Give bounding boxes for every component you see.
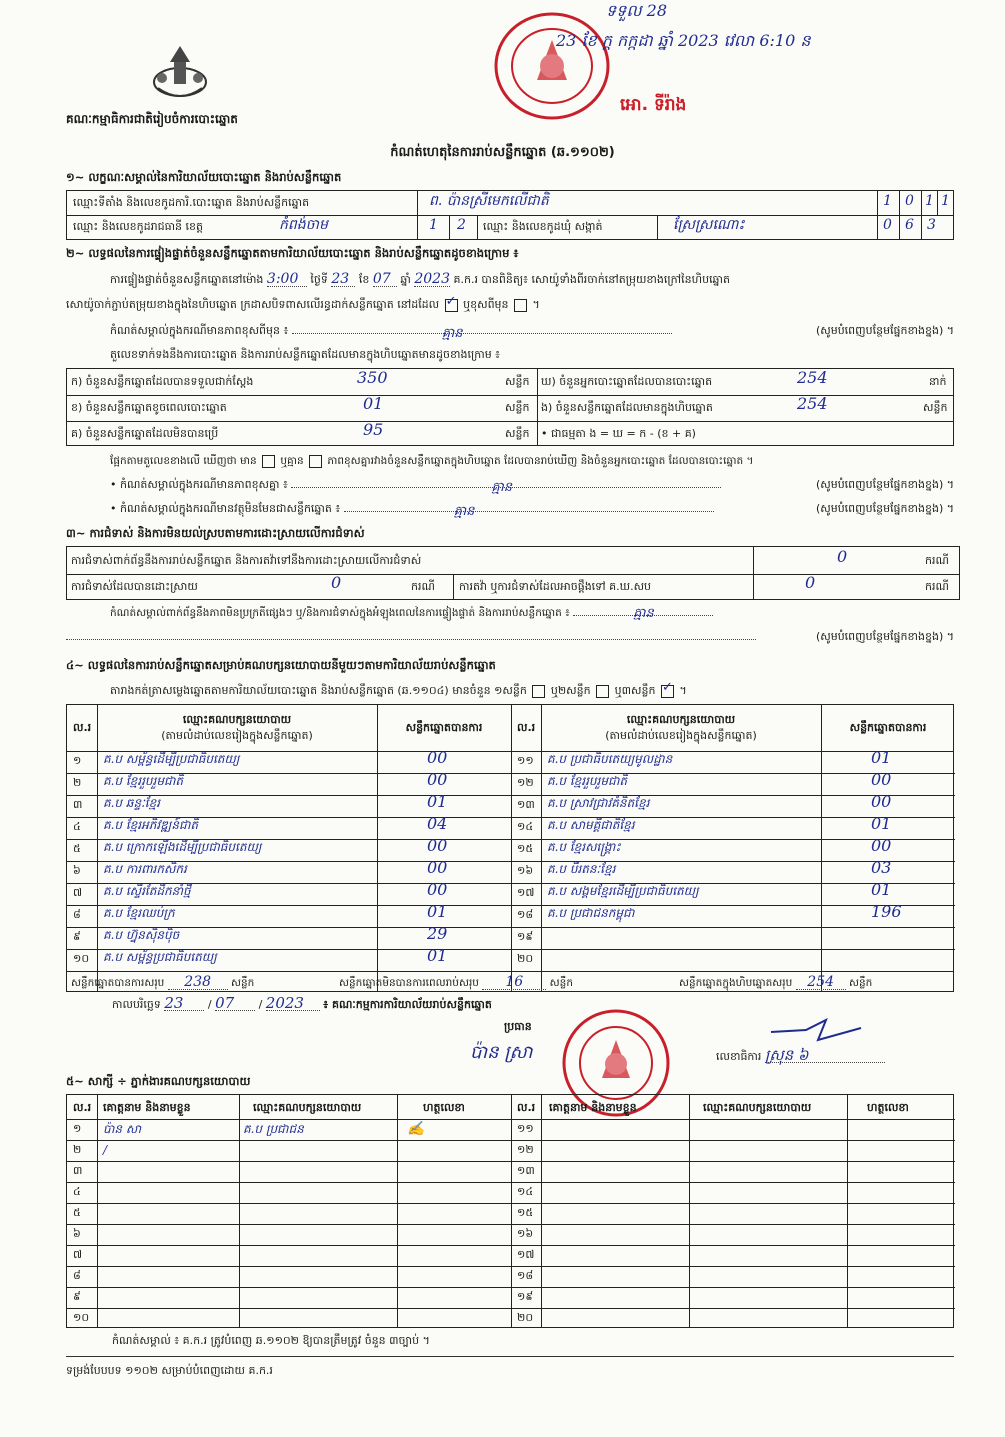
chair-label: ប្រធាន (504, 1020, 532, 1033)
row-divider (67, 927, 955, 928)
party-votes: 00 (871, 792, 892, 811)
party-votes: 00 (871, 770, 892, 789)
objection-unit: ករណី (925, 554, 949, 567)
party-row-number: ១៥ (517, 842, 534, 855)
party-name: គ.ប ខ្មែរអភិវឌ្ឍន៍ជាតិ (103, 818, 198, 832)
location-code-1: 1 (883, 193, 892, 209)
witness-row-number: ៦ (73, 1227, 81, 1240)
witness-row-number: ៣ (73, 1164, 83, 1177)
party-votes: 01 (427, 902, 448, 921)
fig-d-unit: នាក់ (929, 375, 947, 388)
location-label: ឈ្មោះទីតាំង និងលេខកូដការិ.បោះឆ្នោត និងរាប់សន្លឹកឆ្នោត (73, 196, 310, 209)
three-sheets-label: ឬ៣សន្លឹក (614, 684, 656, 697)
province-value: កំពង់ចាម (279, 217, 328, 233)
party-name: គ.ប ក្រោកឡើងដើម្បីប្រជាធិបតេយ្យ (103, 840, 262, 854)
row-divider (67, 773, 955, 774)
col-party-left: ឈ្មោះគណបក្សនយោបាយ (182, 713, 292, 726)
party-votes: 01 (871, 880, 892, 899)
bullet1-field (291, 480, 721, 495)
party-row-number: ១២ (517, 776, 534, 789)
fill-hint-2: (សូមបំពេញបន្ថែមផ្នែកខាងខ្នង) ។ (815, 478, 954, 491)
party-row-number: ៦ (73, 864, 81, 877)
fig-a-value: 350 (357, 368, 388, 387)
col-party-sub-left: (តាមលំដាប់លេខរៀងក្នុងសន្លឹកឆ្នោត) (161, 729, 313, 742)
total-valid-unit: សន្លឹក (231, 977, 255, 989)
bullet1-label: • កំណត់សម្គាល់ក្នុងករណីមានភាពខុសគ្នា ៖ (110, 478, 288, 491)
bullet1-hand: គ្មាន (491, 480, 512, 495)
witness-row-number-right: ១៥ (517, 1206, 534, 1219)
w-col-party-right: ឈ្មោះគណបក្សនយោបាយ (703, 1101, 812, 1114)
section4-title: ៤~ លទ្ធផលនៃការរាប់សន្លឹកឆ្នោតសម្រាប់គណបក្សនយោបាយនីមួយៗតាមការិយាល័យរាប់សន្លឹកឆ្នោត (66, 658, 496, 672)
party-row-number: ១៧ (517, 886, 535, 899)
location-code-4: 1 (941, 193, 950, 209)
party-row-number: ១៦ (517, 864, 534, 877)
party-votes: 01 (871, 814, 892, 833)
witness-row-divider (67, 1224, 955, 1225)
secretary-signature: ស្រុន ៦ (765, 1048, 885, 1063)
tally-sheet-text: តារាងកត់ត្រាសម្លេងឆ្នោតតាមការិយាល័យបោះឆ្នោត និងរាប់សន្លឹកឆ្នោត (ឆ.១១០៤) មានចំនួន ១សន្លឹក (110, 684, 527, 697)
date-line: កាលបរិច្ឆេទ 23 / 07 / 2023 ៖ គណៈកម្មការការិយាល័យរាប់សន្លឹកឆ្នោត (112, 994, 492, 1012)
section2-title: ២~ លទ្ធផលនៃការផ្ទៀងផ្ទាត់ចំនួនសន្លឹកឆ្នោតតាមការិយាល័យបោះឆ្នោត និងរាប់សន្លឹកឆ្នោតដូចខាងក្រោម ៖ (66, 246, 519, 260)
party-votes: 29 (427, 924, 448, 943)
party-name: គ.ប បីរតនៈខ្មែរ (547, 862, 616, 876)
document-title: កំណត់ហេតុនៃការរាប់សន្លឹកឆ្នោត (ឆ.១១០២) (390, 145, 615, 160)
row-divider (67, 817, 955, 818)
copies-note: កំណត់សម្គាល់ ៖ គ.ក.រ ត្រូវបំពេញ ឆ.១១០២ ឱ្យបានត្រឹមត្រូវ ចំនួន ៣ច្បាប់ ។ (112, 1334, 430, 1347)
discrepancy-text: ភាពខុសគ្នារវាងចំនួនសន្លឹកឆ្នោតក្នុងហិបឆ្នោត ដែលបានរាប់ឃើញ និងចំនួនអ្នកបោះឆ្នោត ដែលបានបោះឆ្នោត ។ (327, 455, 754, 467)
fill-hint-3: (សូមបំពេញបន្ថែមផ្នែកខាងខ្នង) ។ (815, 502, 954, 515)
row-divider (67, 861, 955, 862)
fig-c-label: គ) ចំនួនសន្លឹកឆ្នោតដែលមិនបានប្រើ (71, 427, 219, 440)
verification-month: 07 (373, 272, 397, 287)
national-emblem-icon (150, 42, 210, 106)
party-row-number: ១៤ (517, 820, 534, 833)
witness-party: គ.ប ប្រជាជន (243, 1122, 304, 1136)
party-name: គ.ប សាមគ្គីជាតិខ្មែរ (547, 818, 635, 832)
bullet2-label: • កំណត់សម្គាល់ក្នុងករណីមានវត្ថុមិនមែនជាសន្លឹកឆ្នោត ៖ (110, 502, 341, 515)
witness-row-number: ១០ (73, 1311, 90, 1324)
fig-c-value: 95 (363, 420, 384, 439)
w-col-no-left: ល.រ (73, 1101, 92, 1114)
irregularity-fill-line (66, 630, 954, 644)
witness-table (66, 1094, 954, 1328)
secretary-signature-mark-icon (766, 1014, 866, 1044)
row-divider (67, 883, 955, 884)
total-box-label: សន្លឹកឆ្នោតក្នុងហិបឆ្នោតសរុប (679, 977, 793, 989)
difference-note-hand: គ្មាន (441, 326, 463, 341)
witness-row-divider (67, 1203, 955, 1204)
fig-b-label: ខ) ចំនួនសន្លឹកឆ្នោតខូចពេលបោះឆ្នោត (71, 401, 227, 414)
hand-received-number: ទទួល 28 (606, 1, 667, 20)
party-name: គ.ប ខ្មែរឈប់ក្រ (103, 906, 175, 920)
bullet2-field (344, 504, 714, 519)
party-name: គ.ប ឆន្ទៈខ្មែរ (103, 796, 160, 810)
witness-row-number-right: ១៧ (517, 1248, 535, 1261)
party-votes: 04 (427, 814, 448, 833)
appeal-label: ការតវ៉ា ឬការជំទាស់ដែលអាចផ្ដឹងទៅ គ.ឃ.សប (459, 580, 652, 593)
witness-name: / (103, 1143, 108, 1157)
discrepancy-has-label: ផ្អែកតាមតួលេខខាងលើ ឃើញថា មាន (110, 455, 257, 467)
party-name: គ.ប ការពារកសិករ (103, 862, 187, 876)
fig-e-value: 254 (797, 394, 828, 413)
seal-status-line: សោយ៉ូចាក់ភ្ជាប់តម្រុយខាងក្នុងនៃហិបឆ្នោត ក្រដាសបិទពាសលើរន្ធដាក់សន្លឹកឆ្នោត នៅដដែល ✓ ឬខុសពីមុន ។ (66, 298, 540, 312)
month-label: ខែ (358, 273, 370, 286)
party-name: គ.ប ខ្មែរសង្គ្រោះ (547, 840, 621, 854)
section3-title: ៣~ ការជំទាស់ និងការមិនយល់ស្របតាមការដោះស្រាយលើការជំទាស់ (66, 526, 365, 540)
resolved-unit: ករណី (411, 580, 435, 593)
date-day: 23 (164, 996, 204, 1011)
witness-row-divider (67, 1308, 955, 1309)
irregularity-note-hand: គ្មាន (633, 606, 654, 621)
party-row-number: ៨ (73, 908, 81, 921)
fig-c-unit: សន្លឹក (505, 427, 530, 440)
discrepancy-line (110, 454, 753, 468)
changed-checkbox[interactable] (514, 299, 527, 312)
party-name: គ.ប ស្រាវជ្រាវគំនិតខ្មែរ (547, 796, 650, 810)
party-votes: 196 (871, 902, 902, 921)
location-value: ព. ប៉ានស្រីមេកលើជាតិ (429, 193, 549, 209)
province-label: ឈ្មោះ និងលេខកូដរាជធានី ខេត្ត (73, 220, 203, 233)
total-invalid-label: សន្លឹកឆ្នោតមិនបានការពេលរាប់សរុប (339, 977, 479, 989)
witness-row-number-right: ១៩ (517, 1290, 534, 1303)
difference-note-field (292, 326, 672, 341)
total-valid-label: សន្លឹកឆ្នោតបានការសរុប (71, 977, 165, 989)
commune-value: ស្រែស្រណោះ (673, 217, 745, 233)
appeal-unit: ករណី (925, 580, 949, 593)
party-votes: 01 (427, 946, 448, 965)
total-box-value: 254 (796, 975, 846, 990)
figures-table (66, 368, 954, 446)
witness-row-number: ៩ (73, 1290, 81, 1303)
commune-code-2: 6 (905, 217, 914, 233)
witness-row-number-right: ១៦ (517, 1227, 534, 1240)
party-name: គ.ប សម្ព័ន្ធដើម្បីប្រជាធិបតេយ្យ (103, 752, 240, 766)
col-party-right: ឈ្មោះគណបក្សនយោបាយ (626, 713, 736, 726)
witness-row-number-right: ១៨ (517, 1269, 534, 1282)
location-code-2: 0 (905, 193, 914, 209)
witness-row-number: ៨ (73, 1269, 81, 1282)
witness-row-number-right: ១២ (517, 1143, 534, 1156)
committee-label: ៖ គណៈកម្មការការិយាល័យរាប់សន្លឹកឆ្នោត (323, 998, 492, 1011)
fill-hint-4: (សូមបំពេញបន្ថែមផ្នែកខាងខ្នង) ។ (815, 630, 954, 643)
party-row-number: ១១ (517, 754, 534, 767)
party-votes: 00 (427, 748, 448, 767)
total-valid-line (71, 975, 254, 990)
verification-time-label: ការផ្ទៀងផ្ទាត់ចំនួនសន្លឹកឆ្នោតនៅម៉ោង (110, 273, 264, 286)
year-label: ឆ្នាំ (400, 273, 411, 286)
witness-row-number-right: ១១ (517, 1122, 534, 1135)
w-col-party-left: ឈ្មោះគណបក្សនយោបាយ (253, 1101, 362, 1114)
party-votes: 00 (427, 880, 448, 899)
party-name: គ.ប ប្រជាជនកម្ពុជា (547, 906, 635, 920)
party-row-number: ២ (73, 776, 82, 789)
total-box-unit: សន្លឹក (849, 977, 873, 989)
w-col-name-left: គោត្តនាម និងនាមខ្លួន (103, 1101, 191, 1114)
party-votes: 00 (427, 770, 448, 789)
commune-label: ឈ្មោះ និងលេខកូដឃុំ សង្កាត់ (483, 220, 603, 233)
row-divider (67, 905, 955, 906)
party-name: គ.ប ខ្មែររួបរួមជាតិ (103, 774, 183, 788)
province-code-2: 2 (457, 217, 466, 233)
irregularity-note-field (573, 606, 713, 621)
party-row-number: ៩ (73, 930, 81, 943)
witness-signature: ✍ (407, 1121, 425, 1137)
day-label: ថ្ងៃទី (310, 273, 328, 286)
witness-row-divider (67, 1161, 955, 1162)
party-name: គ.ប ហ្វ៊ុនស៊ិនប៉ិច (103, 928, 180, 942)
date-month: 07 (215, 996, 255, 1011)
party-row-number: ៣ (73, 798, 83, 811)
party-row-number: ១៣ (517, 798, 535, 811)
difference-note-label: កំណត់សម្គាល់ក្នុងករណីមានភាពខុសពីមុន ៖ (110, 324, 289, 337)
section5-title: ៥~ សាក្សី ÷ ភ្នាក់ងារគណបក្សនយោបាយ (66, 1074, 251, 1088)
verification-year: 2023 (414, 271, 450, 287)
witness-row-number-right: ២០ (517, 1311, 534, 1324)
irregularity-note-line (110, 606, 713, 620)
org-name: គណៈកម្មាធិការជាតិរៀបចំការបោះឆ្នោត (66, 112, 238, 126)
difference-note-line (110, 324, 954, 341)
resolved-label: ការជំទាស់ដែលបានដោះស្រាយ (71, 580, 198, 593)
col-party-sub-right: (តាមលំដាប់លេខរៀងក្នុងសន្លឹកឆ្នោត) (605, 729, 757, 742)
date-year: 2023 (266, 996, 320, 1011)
fig-b-unit: សន្លឹក (505, 401, 530, 414)
two-sheets-checkbox[interactable] (596, 685, 609, 698)
total-valid-value: 238 (168, 975, 228, 990)
footer-divider (66, 1356, 954, 1357)
fig-b-value: 01 (363, 394, 384, 413)
party-row-number: ១៨ (517, 908, 534, 921)
witness-row-number-right: ១៣ (517, 1164, 535, 1177)
date-label: កាលបរិច្ឆេទ (112, 998, 161, 1011)
party-row-number: ១០ (73, 952, 90, 965)
two-sheets-label: ឬ២សន្លឹក (550, 684, 591, 697)
col-votes-left: សន្លឹកឆ្នោតបានការ (405, 721, 483, 734)
hand-received-date: 23 ខែ ក្ដ កក្កដា ឆ្នាំ 2023 វេលា 6:10 ន (556, 31, 811, 50)
party-votes: 00 (427, 836, 448, 855)
w-col-name-right: គោត្តនាម និងនាមខ្លួន (549, 1101, 637, 1114)
witness-rows (67, 1119, 955, 1329)
party-row-number: ៧ (73, 886, 83, 899)
form-footer: ទម្រង់បែបបទ ១១០២ សម្រាប់បំពេញដោយ គ.ក.រ (66, 1364, 273, 1377)
changed-label: ឬខុសពីមុន (463, 298, 509, 311)
objection-value: 0 (837, 547, 848, 566)
formula-note: • ជាធម្មតា ង = ឃ = ក - (ខ + គ) (541, 427, 696, 440)
total-invalid-line (339, 975, 573, 990)
party-votes: 01 (871, 748, 892, 767)
verification-text: គ.ក.រ បានពិនិត្យ៖ សោយ៉ូទាំងពីរចាក់នៅតម្រុយខាងក្រៅនៃហិបឆ្នោត (453, 273, 731, 286)
fig-a-label: ក) ចំនួនសន្លឹកឆ្នោតដែលបានទទួលជាក់ស្ដែង (71, 375, 254, 388)
w-col-sign-right: ហត្ថលេខា (867, 1101, 909, 1114)
hand-receiver-name: អោ. ទីរ៉ាង (620, 95, 687, 115)
commune-code-3: 3 (927, 217, 936, 233)
results-table (66, 704, 954, 992)
total-invalid-value: 16 (482, 975, 546, 990)
col-no-left: ល.រ (73, 721, 92, 734)
verification-line (110, 272, 730, 287)
verification-day: 23 (331, 272, 355, 287)
bullet2-hand: គ្មាន (453, 504, 475, 519)
secretary-line (716, 1048, 885, 1064)
discrepancy-no-label: ឬគ្មាន (280, 455, 304, 467)
col-votes-right: សន្លឹកឆ្នោតបានការ (849, 721, 927, 734)
location-code-3: 1 (925, 193, 934, 209)
party-row-number: ៥ (73, 842, 81, 855)
discrepancy-no-checkbox[interactable] (309, 455, 322, 468)
fig-e-label: ង) ចំនួនសន្លឹកឆ្នោតដែលមានក្នុងហិបឆ្នោត (541, 401, 713, 414)
seal-status-text: សោយ៉ូចាក់ភ្ជាប់តម្រុយខាងក្នុងនៃហិបឆ្នោត ក្រដាសបិទពាសលើរន្ធដាក់សន្លឹកឆ្នោត នៅដដែល (66, 298, 440, 311)
party-row-number: ៤ (73, 820, 81, 833)
witness-row-divider (67, 1182, 955, 1183)
col-no-right: ល.រ (517, 721, 536, 734)
figures-intro: តួលេខទាក់ទងនឹងការបោះឆ្នោត និងការរាប់សន្លឹកឆ្នោតដែលមានក្នុងហិបឆ្នោតមានដូចខាងក្រោម ៖ (110, 348, 501, 361)
witness-name: ប៉ាន សា (103, 1122, 142, 1136)
irregularity-note-label: កំណត់សម្គាល់ពាក់ព័ន្ធនឹងភាពមិនប្រក្រតីផ្សេងៗ ឬ/និងការជំទាស់ក្នុងអំឡុងពេលនៃការផ្ទៀងផ្ទាត់ និងការរាប់សន្លឹកឆ្នោត ៖ (110, 607, 570, 619)
section1-title: ១~ លក្ខណៈសម្គាល់នៃការិយាល័យបោះឆ្នោត និងរាប់សន្លឹកឆ្នោត (66, 170, 342, 184)
w-col-sign-left: ហត្ថលេខា (423, 1101, 465, 1114)
fig-d-value: 254 (797, 368, 828, 387)
party-votes: 03 (871, 858, 892, 877)
fill-hint-1: (សូមបំពេញបន្ថែមផ្នែកខាងខ្នង) ។ (815, 324, 954, 337)
witness-row-divider (67, 1266, 955, 1267)
results-rows (67, 748, 955, 971)
witness-row-number: ៥ (73, 1206, 81, 1219)
witness-row-number: ២ (73, 1143, 82, 1156)
bullet1-line (110, 478, 954, 495)
fig-d-label: ឃ) ចំនួនអ្នកបោះឆ្នោតដែលបានបោះឆ្នោត (541, 375, 713, 388)
discrepancy-yes-checkbox[interactable] (262, 455, 275, 468)
row-divider (67, 795, 955, 796)
party-row-number: ១ (73, 754, 82, 767)
party-name: គ.ប ខ្មែររួបរួមជាតិ (547, 774, 627, 788)
irregularity-extra-field (66, 639, 756, 640)
witness-row-number: ៤ (73, 1185, 81, 1198)
witness-row-number: ១ (73, 1122, 82, 1135)
tally-sheet-line: តារាងកត់ត្រាសម្លេងឆ្នោតតាមការិយាល័យបោះឆ្នោត និងរាប់សន្លឹកឆ្នោត (ឆ.១១០៤) មានចំនួន ១សន្លឹក ឬ២សន្លឹក ឬ៣សន្លឹក ✓ ។ (110, 684, 687, 698)
official-seal-icon (492, 10, 612, 122)
section1-table (66, 190, 954, 240)
commune-code-1: 0 (883, 217, 892, 233)
total-invalid-unit: សន្លឹក (549, 977, 573, 989)
party-name: គ.ប សម្ព័ន្ធប្រជាធិបតេយ្យ (103, 950, 217, 964)
province-code-1: 1 (429, 217, 438, 233)
party-votes: 01 (427, 792, 448, 811)
party-name: គ.ប ប្រជាធិបតេយ្យមូលដ្ឋាន (547, 752, 673, 766)
witness-row-number-right: ១៤ (517, 1185, 534, 1198)
party-name: គ.ប ស្ទើរតែដឹកនាំថ្មី (103, 884, 191, 898)
objection-label: ការជំទាស់ពាក់ព័ន្ធនឹងការរាប់សន្លឹកឆ្នោត និងការតវ៉ាទៅនឹងការដោះស្រាយលើការជំទាស់ (71, 554, 422, 567)
bullet2-line (110, 502, 954, 519)
w-col-no-right: ល.រ (517, 1101, 536, 1114)
witness-row-divider (67, 1140, 955, 1141)
fig-a-unit: សន្លឹក (505, 375, 530, 388)
party-name: គ.ប សង្គមខ្មែរដើម្បីប្រជាធិបតេយ្យ (547, 884, 699, 898)
resolved-value: 0 (331, 573, 342, 592)
witness-row-divider (67, 1287, 955, 1288)
total-box-line (679, 975, 872, 990)
unchanged-checkbox[interactable] (445, 299, 458, 312)
section3-table (66, 546, 960, 600)
three-sheets-checkbox[interactable] (661, 685, 674, 698)
party-row-number: ១៩ (517, 930, 534, 943)
party-votes: 00 (427, 858, 448, 877)
one-sheet-checkbox[interactable] (532, 685, 545, 698)
secretary-label: លេខាធិការ (716, 1050, 762, 1063)
appeal-value: 0 (805, 573, 816, 592)
witness-row-divider (67, 1245, 955, 1246)
chair-signature: ប៉ាន ស្រា (470, 1042, 533, 1063)
party-votes: 00 (871, 836, 892, 855)
verification-time: 3:00 (267, 272, 307, 287)
fig-e-unit: សន្លឹក (923, 401, 948, 414)
witness-row-number: ៧ (73, 1248, 83, 1261)
witness-row-divider (67, 1119, 955, 1120)
party-row-number: ២០ (517, 952, 534, 965)
